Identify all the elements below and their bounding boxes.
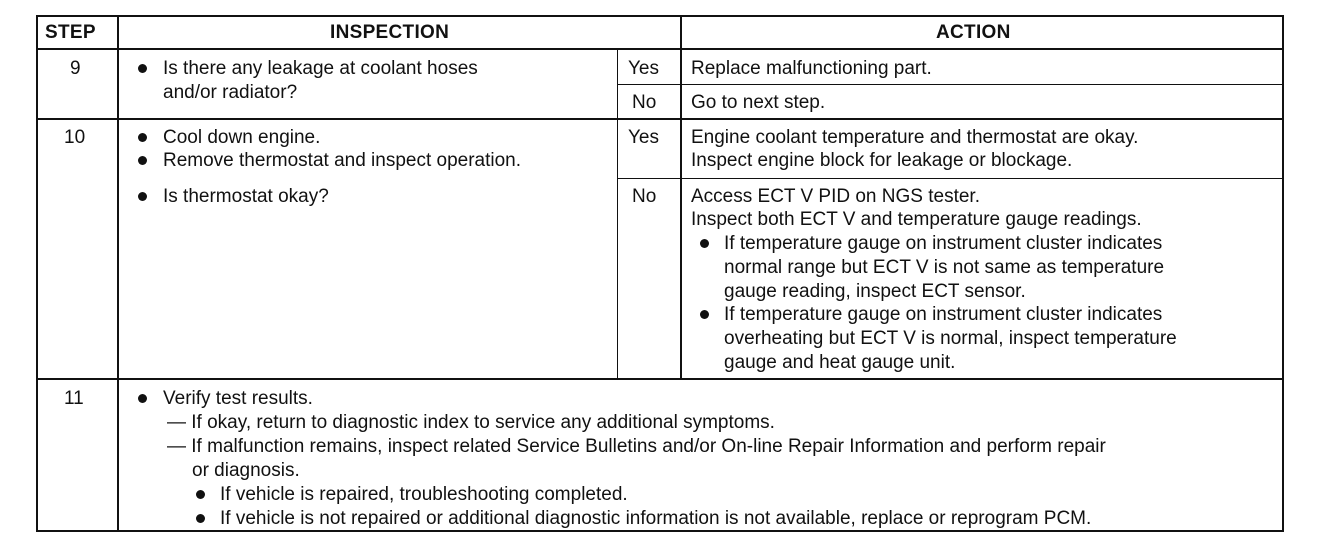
row10-no-action-line7: overheating but ECT V is normal, inspect temperature (724, 328, 1177, 349)
yes-no-divider (617, 48, 618, 379)
row10-no-action-line5: gauge reading, inspect ECT sensor. (724, 281, 1026, 302)
table-border-left (36, 15, 38, 532)
bullet-icon (138, 156, 147, 165)
row10-no-label: No (632, 186, 657, 207)
row9-yes-action: Replace malfunctioning part. (691, 58, 932, 79)
row9-split (617, 84, 1284, 85)
row10-step: 10 (64, 127, 86, 148)
row10-bottom (36, 378, 1284, 380)
row11-line2: — If okay, return to diagnostic index to service any additional symptoms. (167, 412, 775, 433)
header-inspection: INSPECTION (330, 22, 450, 43)
row10-yes-label: Yes (628, 127, 659, 148)
row9-no-label: No (632, 92, 657, 113)
row10-yes-action-line1: Engine coolant temperature and thermostat are okay. (691, 127, 1139, 148)
row11-step: 11 (64, 388, 84, 409)
row10-no-action-line1: Access ECT V PID on NGS tester. (691, 186, 980, 207)
row9-inspection-line1: Is there any leakage at coolant hoses (163, 58, 478, 79)
row11-line3: — If malfunction remains, inspect related Service Bulletins and/or On-line Repair Information and perform repair (167, 436, 1106, 457)
bullet-icon (700, 310, 709, 319)
table-border-right (1282, 15, 1284, 532)
bullet-icon (700, 239, 709, 248)
table-border-top (36, 15, 1284, 17)
row11-line4: or diagnosis. (192, 460, 300, 481)
row11-line5: If vehicle is repaired, troubleshooting completed. (220, 484, 628, 505)
step-divider (117, 15, 119, 532)
bullet-icon (196, 514, 205, 523)
row10-no-action-line4: normal range but ECT V is not same as temperature (724, 257, 1165, 278)
row10-no-action-line2: Inspect both ECT V and temperature gauge readings. (691, 209, 1142, 230)
header-divider (36, 48, 1284, 50)
bullet-icon (138, 394, 147, 403)
row10-split (617, 178, 1284, 179)
row9-yes-label: Yes (628, 58, 659, 79)
row9-no-action: Go to next step. (691, 92, 826, 113)
row9-step: 9 (70, 58, 81, 79)
bullet-icon (138, 64, 147, 73)
action-divider (680, 15, 682, 379)
bullet-icon (138, 133, 147, 142)
bullet-icon (138, 192, 147, 201)
header-action: ACTION (936, 22, 1011, 43)
row10-no-action-line8: gauge and heat gauge unit. (724, 352, 956, 373)
row10-no-action-line6: If temperature gauge on instrument cluster indicates (724, 304, 1163, 325)
row10-inspection-line2: Remove thermostat and inspect operation. (163, 150, 522, 171)
row11-line6: If vehicle is not repaired or additional diagnostic information is not available, replace or reprogram PCM. (220, 508, 1092, 529)
row9-bottom (36, 118, 1284, 120)
row10-inspection-line3: Is thermostat okay? (163, 186, 329, 207)
bullet-icon (196, 490, 205, 499)
row11-line1: Verify test results. (163, 388, 313, 409)
row10-yes-action-line2: Inspect engine block for leakage or blockage. (691, 150, 1073, 171)
row9-inspection-line2: and/or radiator? (163, 82, 298, 103)
row10-inspection-line1: Cool down engine. (163, 127, 321, 148)
row10-no-action-line3: If temperature gauge on instrument cluster indicates (724, 233, 1163, 254)
header-step: STEP (45, 22, 96, 43)
